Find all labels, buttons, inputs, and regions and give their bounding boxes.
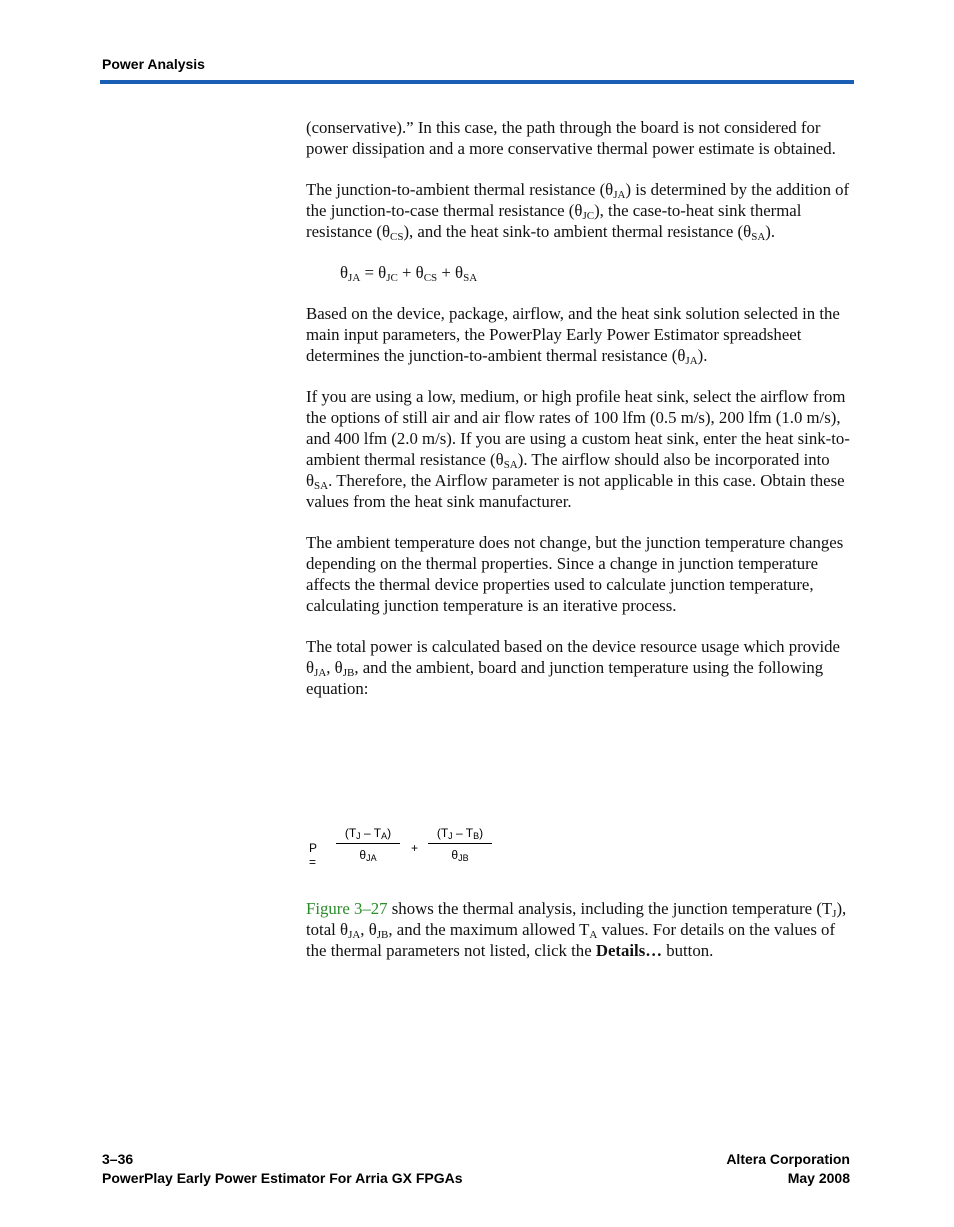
body-text	[306, 117, 854, 719]
fraction-2-numerator: $(T_J - T_B)$	[436, 826, 484, 841]
paragraph-5: The ambient temperature does not change, but the junction temperature changes depending on the thermal properties. Since a change in junction temperature affects the thermal device properties used to calculate junction temperature, calculating junction temperature is an iterative process.	[306, 533, 844, 615]
paragraph-1: (conservative).” In this case, the path through the board is not considered for power dissipation and a more conservative thermal power estimate is obtained.	[306, 118, 836, 158]
page-number: 3–36	[102, 1151, 134, 1167]
paragraph-3: Based on the device, package, airflow, and the heat sink solution selected in the main input parameters, the PowerPlay Early Power Estimator spreadsheet determines the junction-to-ambient thermal resistance $(\theta_{JA})$.	[306, 304, 840, 367]
paragraph-4: If you are using a low, medium, or high profile heat sink, select the airflow from the options of still air and air flow rates of 100 lfm (0.5 m/s), 200 lfm (1.0 m/s), and 400 lfm (2.0 m/s). If you are using a custom heat sink, enter the heat sink-to-ambient thermal resistance $(\theta_{SA})$. The airflow should also be incorporated into $\theta_{SA}$. Therefore, the Airflow parameter is not applicable in this case. Obtain these values from the heat sink manufacturer.	[306, 387, 850, 511]
publication-date: May 2008	[787, 1170, 850, 1186]
fraction-1-numerator: $(T_J - T_A)$	[344, 826, 392, 841]
details-button-reference: Details…	[595, 941, 663, 960]
fraction-2-denominator: $\theta_{JB}$	[451, 848, 469, 863]
header-rule	[100, 80, 854, 84]
power-label: P =	[309, 841, 317, 869]
footer-left	[102, 1150, 463, 1188]
fraction-1	[336, 826, 400, 862]
paragraph-7: Figure 3–27 shows the thermal analysis, including the junction temperature $(T_J)$, total $\theta_{JA}$, $\theta_{JB}$, and the maximum allowed $T_A$ values. For details on the values of the thermal parameters not listed, click the Details… button.	[306, 899, 847, 960]
equation-theta-ja: $\theta_{JA} = \theta_{JC} + \theta_{CS} + \theta_{SA}$	[340, 263, 478, 284]
footer-right	[726, 1150, 850, 1188]
company-name: Altera Corporation	[726, 1151, 850, 1167]
paragraph-6: The total power is calculated based on the device resource usage which provide $\theta_{JA}$, $\theta_{JB}$, and the ambient, board and junction temperature using the following equation:	[306, 637, 840, 698]
paragraph-2: The junction-to-ambient thermal resistance $(\theta_{JA})$ is determined by the addition of the junction-to-case thermal resistance $(\theta_{JC})$, the case-to-heat sink thermal resistance $(\theta_{CS})$, and the heat sink-to ambient thermal resistance $(\theta_{SA})$.	[306, 180, 850, 243]
figure-link[interactable]: Figure 3–27	[306, 899, 388, 918]
fraction-2	[428, 826, 492, 862]
running-header: Power Analysis	[102, 56, 205, 72]
plus-sign: +	[411, 841, 419, 855]
fraction-1-denominator: $\theta_{JA}$	[359, 848, 377, 863]
document-title: PowerPlay Early Power Estimator For Arria GX FPGAs	[102, 1170, 463, 1186]
body-text-continued	[306, 898, 854, 981]
